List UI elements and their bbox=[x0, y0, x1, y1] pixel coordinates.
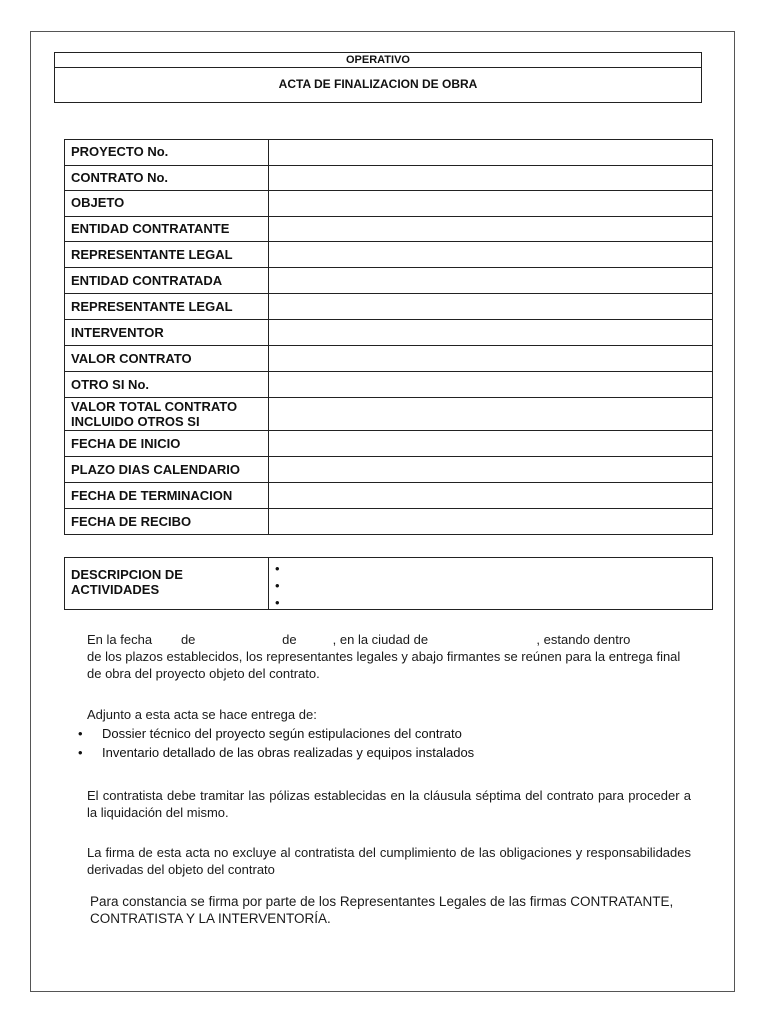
field-row bbox=[65, 457, 713, 483]
adjunto-list bbox=[78, 725, 474, 763]
paragraph-constancia: Para constancia se firma por parte de los Representantes Legales de las firmas CONTRATANTE, CONTRATISTA Y LA INTERVENTORÍA. bbox=[90, 894, 674, 926]
document-title: ACTA DE FINALIZACION DE OBRA bbox=[278, 77, 478, 91]
field-row bbox=[65, 346, 713, 372]
field-value bbox=[269, 509, 713, 535]
field-row bbox=[65, 165, 713, 191]
descripcion-actividades-table bbox=[64, 557, 713, 610]
field-label: VALOR CONTRATO bbox=[65, 346, 269, 372]
field-value bbox=[269, 191, 713, 217]
document-header bbox=[54, 52, 702, 103]
bullet-icon: • bbox=[78, 726, 83, 741]
field-value bbox=[269, 216, 713, 242]
field-value bbox=[269, 457, 713, 483]
field-label: INTERVENTOR bbox=[65, 320, 269, 346]
adjunto-item bbox=[78, 725, 474, 744]
contract-fields-table bbox=[64, 139, 713, 535]
paragraph-polizas: El contratista debe tramitar las pólizas establecidas en la cláusula séptima del contrato para proceder a la liquidación del mismo. bbox=[87, 788, 691, 820]
field-row bbox=[65, 216, 713, 242]
field-label: CONTRATO No. bbox=[65, 165, 269, 191]
field-row bbox=[65, 320, 713, 346]
paragraph-fecha-rest: de los plazos establecidos, los representantes legales y abajo firmantes se reúnen para la entrega final de obra del proyecto objeto del contrato. bbox=[87, 649, 681, 681]
adjunto-item-text: Inventario detallado de las obras realizadas y equipos instalados bbox=[102, 745, 475, 760]
field-label: VALOR TOTAL CONTRATO INCLUIDO OTROS SI bbox=[65, 398, 269, 431]
descripcion-bullet: • bbox=[275, 578, 280, 593]
field-label: ENTIDAD CONTRATADA bbox=[65, 268, 269, 294]
field-row bbox=[65, 398, 713, 431]
field-label: FECHA DE RECIBO bbox=[65, 509, 269, 535]
field-value bbox=[269, 483, 713, 509]
field-label: FECHA DE TERMINACION bbox=[65, 483, 269, 509]
field-row bbox=[65, 191, 713, 217]
adjunto-item bbox=[78, 744, 474, 763]
descripcion-bullets bbox=[269, 558, 280, 609]
field-row bbox=[65, 509, 713, 535]
field-label: ENTIDAD CONTRATANTE bbox=[65, 216, 269, 242]
field-label: PROYECTO No. bbox=[65, 140, 269, 166]
field-row bbox=[65, 483, 713, 509]
field-row bbox=[65, 372, 713, 398]
field-row bbox=[65, 140, 713, 166]
adjunto-item-text: Dossier técnico del proyecto según estipulaciones del contrato bbox=[102, 726, 462, 741]
field-row bbox=[65, 268, 713, 294]
bullet-icon: • bbox=[78, 745, 83, 760]
field-row bbox=[65, 294, 713, 320]
field-label: PLAZO DIAS CALENDARIO bbox=[65, 457, 269, 483]
field-label: FECHA DE INICIO bbox=[65, 431, 269, 457]
field-row bbox=[65, 431, 713, 457]
field-value bbox=[269, 431, 713, 457]
adjunto-intro: Adjunto a esta acta se hace entrega de: bbox=[87, 707, 317, 722]
descripcion-bullet: • bbox=[275, 595, 280, 610]
header-category: OPERATIVO bbox=[55, 53, 701, 68]
field-value bbox=[269, 140, 713, 166]
field-row bbox=[65, 242, 713, 268]
field-value bbox=[269, 242, 713, 268]
paragraph-firma: La firma de esta acta no excluye al contratista del cumplimiento de las obligaciones y responsabilidades derivadas del objeto del contrato bbox=[87, 845, 691, 877]
field-label: OTRO SI No. bbox=[65, 372, 269, 398]
field-value bbox=[269, 294, 713, 320]
field-value bbox=[269, 165, 713, 191]
field-value bbox=[269, 268, 713, 294]
field-value bbox=[269, 398, 713, 431]
field-label: REPRESENTANTE LEGAL bbox=[65, 294, 269, 320]
field-value bbox=[269, 346, 713, 372]
paragraph-fecha-line1: En la fecha de de , en la ciudad de , estando dentro bbox=[87, 632, 631, 647]
descripcion-label: DESCRIPCION DE ACTIVIDADES bbox=[65, 558, 269, 609]
descripcion-bullet: • bbox=[275, 561, 280, 576]
field-value bbox=[269, 320, 713, 346]
field-label: REPRESENTANTE LEGAL bbox=[65, 242, 269, 268]
field-label: OBJETO bbox=[65, 191, 269, 217]
field-value bbox=[269, 372, 713, 398]
